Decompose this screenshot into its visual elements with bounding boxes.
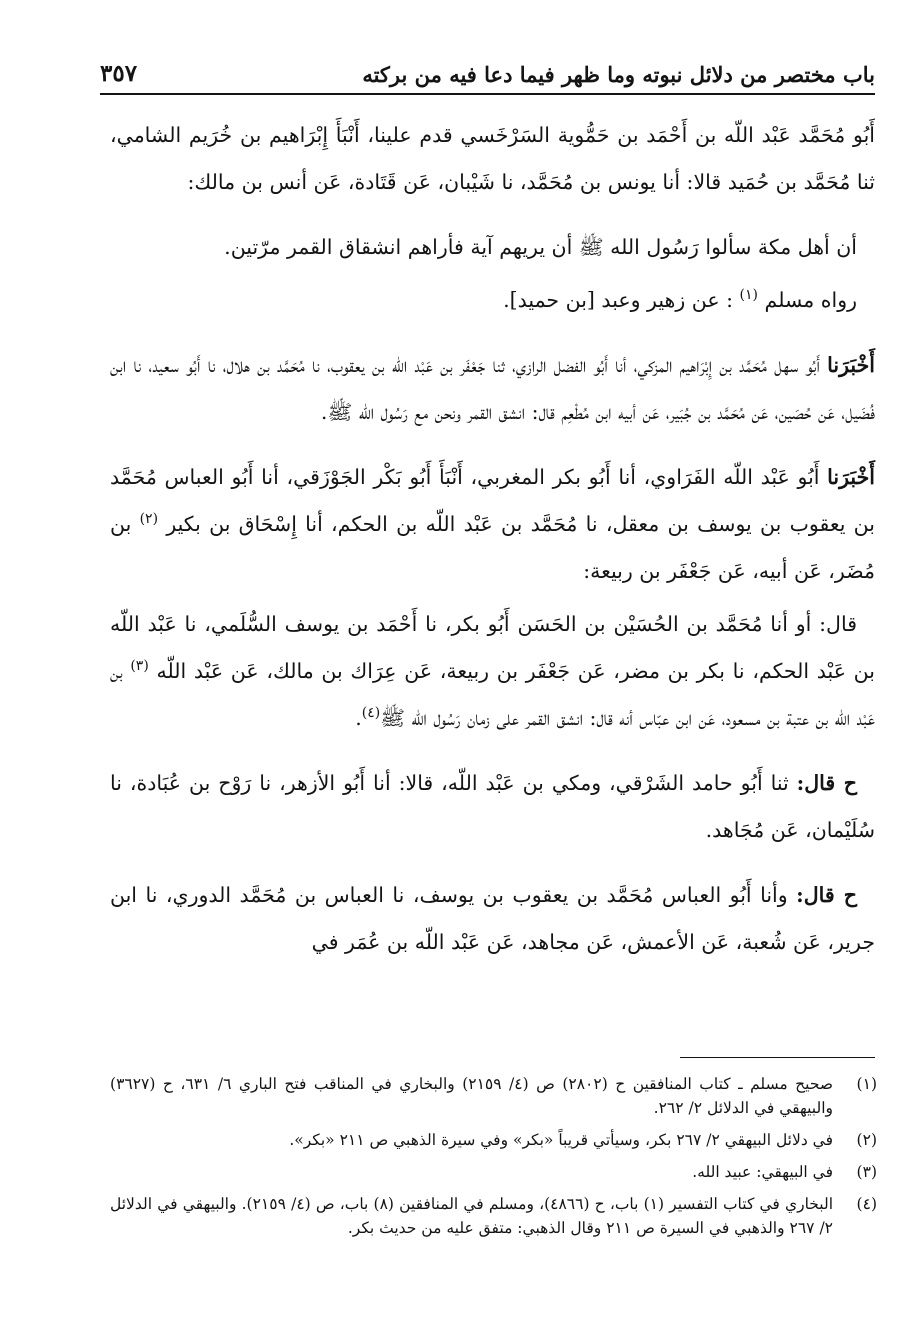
paragraph-text: أَبُو مُحَمَّد عَبْد اللّه بن أَحْمَد بن حَمُّوية السَرْخَسي قدم علينا، أَنْبَأَ إِبْرَاهيم بن خُرَيم الشامي، ثنا مُحَمَّد بن حُمَيد قالا: أنا يونس بن مُحَمَّد، نا شَيْبان، عَن قَتَادة، عَن أنس بن مالك: bbox=[110, 123, 875, 194]
paragraph-akhbarana-2 bbox=[110, 454, 875, 595]
footnote-text: البخاري في كتاب التفسير (١) باب، ح (٤٨٦٦)، ومسلم في المنافقين (٨) باب، ص (٤/ ٢١٥٩). والبيهقي في الدلائل ٢/ ٢٦٧ والذهبي في السيرة ص ٢١١ وقال الذهبي: متفق عليه من حديث بكر. bbox=[110, 1195, 834, 1237]
page-number: ٣٥٧ bbox=[100, 60, 138, 87]
paragraph-text: ثنا أَبُو حامد الشَرْقي، ومكي بن عَبْد اللّه، قالا: أنا أَبُو الأزهر، نا رَوْح بن عُبَادة، نا سُلَيْمان، عَن مُجَاهد. bbox=[110, 771, 875, 842]
paragraph-text: وأنا أَبُو العباس مُحَمَّد بن يعقوب بن يوسف، نا العباس بن مُحَمَّد الدوري، نا ابن جرير، عَن شُعبة، عَن الأعمش، عَن مجاهد، عَن عَبْد اللّه بن عُمَر في bbox=[110, 883, 875, 954]
paragraph-ha-qala-1 bbox=[110, 760, 875, 854]
footnote-number: (٣) bbox=[856, 1163, 877, 1181]
paragraph-qala-1 bbox=[110, 601, 875, 742]
footnote-ref-1: (١) bbox=[739, 287, 759, 304]
paragraph-text: أَبُو عَبْد اللّه الفَرَاوي، أنا أَبُو بكر المغربي، أَنْبَأَ أَبُو بَكْر الجَوْزَقي، أنا أَبُو العباس مُحَمَّد بن يعقوب بن يوسف بن معقل، نا مُحَمَّد بن عَبْد اللّه بن الحكم، أنا إِسْحَاق بن بكير bbox=[110, 465, 875, 536]
footnote-text: في البيهقي: عبيد الله. bbox=[692, 1163, 833, 1181]
footnote-text: صحيح مسلم ـ كتاب المنافقين ح (٢٨٠٢) ص (٤/ ٢١٥٩) والبخاري في المناقب فتح الباري ٦/ ٦٣١، ح (٣٦٢٧) والبيهقي في الدلائل ٢/ ٢٦٢. bbox=[110, 1075, 834, 1117]
paragraph-text: بن مُضَر، عَن أبيه، عَن جَعْفَر بن ربيعة: bbox=[110, 512, 875, 583]
lead-word: ح قال: bbox=[796, 883, 857, 907]
footnote-4 bbox=[110, 1192, 877, 1240]
lead-word: أَخْبَرَنا bbox=[827, 465, 875, 489]
footnote-text: في دلائل البيهقي ٢/ ٢٦٧ بكر، وسيأتي قريباً «بكر» وفي سيرة الذهبي ص ٢١١ «بكر». bbox=[289, 1131, 833, 1149]
page-header bbox=[100, 55, 875, 95]
lead-word: أَخْبَرَنا bbox=[827, 353, 875, 377]
main-text bbox=[110, 112, 875, 972]
footnote-number: (٢) bbox=[856, 1131, 877, 1149]
paragraph-narration-1 bbox=[110, 277, 875, 324]
lead-word: ح قال: bbox=[796, 771, 857, 795]
paragraph-hadith-1 bbox=[110, 224, 875, 271]
paragraph-text: : عن زهير وعبد [بن حميد]. bbox=[503, 288, 734, 312]
footnote-number: (٤) bbox=[856, 1195, 877, 1213]
paragraph-ha-qala-2 bbox=[110, 872, 875, 966]
footnote-ref-2: (٢) bbox=[139, 511, 159, 528]
footnotes bbox=[110, 1072, 877, 1248]
paragraph-text: رواه مسلم bbox=[764, 288, 857, 312]
footnote-ref-4: (٤) bbox=[361, 705, 381, 722]
chapter-title: باب مختصر من دلائل نبوته وما ظهر فيما دعا فيه من بركته bbox=[362, 62, 875, 87]
paragraph-text: أَبُو سهل مُحَمَّد بن إِبْرَاهيم المزكي، أنا أَبُو الفضل الرازي، ثنا جَعْفَر بن عَبْد اللّه بن يعقوب، نا مُحَمَّد بن هلال، نا أَبُو سعيد، نا ابن فُضَيل، عَن حُصَين، عَن مُحَمَّد بن جُبَير، عَن أبيه ابن مُطْعِم قال: انشق القمر ونحن مع رَسُول الله ﷺ. bbox=[110, 353, 875, 424]
paragraph-text: بن عَبْد اللّه بن عتبة بن مسعود، عَن ابن عبّاس أنه قال: انشق القمر على زمان رَسُول الله ﷺ bbox=[110, 659, 875, 730]
footnote-1 bbox=[110, 1072, 877, 1120]
paragraph-text: . bbox=[355, 706, 362, 730]
footnote-3 bbox=[110, 1160, 877, 1184]
footnote-divider bbox=[680, 1057, 875, 1058]
paragraph-isnad-1 bbox=[110, 112, 875, 206]
paragraph-text: أن أهل مكة سألوا رَسُول الله ﷺ أن يريهم آية فأراهم انشقاق القمر مرّتين. bbox=[224, 235, 857, 259]
footnote-ref-3: (٣) bbox=[130, 658, 149, 675]
footnote-number: (١) bbox=[856, 1075, 877, 1093]
paragraph-akhbarana-1 bbox=[110, 342, 875, 436]
footnote-2 bbox=[110, 1128, 877, 1152]
paragraph-text: قال: أو أنا مُحَمَّد بن الحُسَيْن بن الحَسَن أَبُو بكر، نا أَحْمَد بن يوسف السُّلَمي، نا عَبْد اللّه بن عَبْد الحكم، نا بكر بن مضر، عَن جَعْفَر بن ربيعة، عَن عِرَاك بن مالك، عَن عَبْد اللّه bbox=[110, 612, 875, 683]
